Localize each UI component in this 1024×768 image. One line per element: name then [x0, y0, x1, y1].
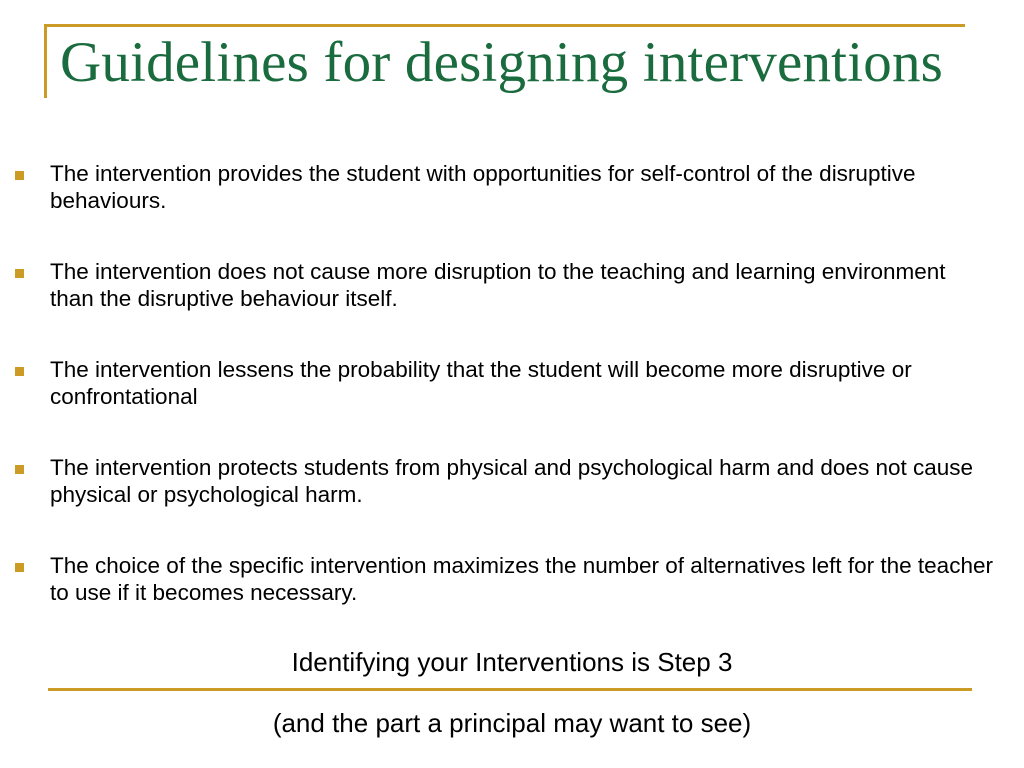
page-title: Guidelines for designing interventions: [60, 31, 944, 94]
list-item: [0, 552, 1024, 606]
list-item-text: The intervention lessens the probability that the student will become more disruptive or confrontational: [50, 357, 912, 409]
square-bullet-icon: [15, 563, 24, 572]
title-left-rule: [44, 24, 47, 98]
title-top-rule: [44, 24, 965, 27]
footer-primary-text: Identifying your Interventions is Step 3: [291, 647, 733, 677]
bullet-list: [0, 160, 1024, 606]
square-bullet-icon: [15, 269, 24, 278]
list-item-text: The choice of the specific intervention maximizes the number of alternatives left for the teacher to use if it becomes necessary.: [50, 553, 993, 605]
list-item: [0, 356, 1024, 410]
list-item: [0, 160, 1024, 214]
footer-divider-rule: [48, 688, 972, 691]
list-item: [0, 258, 1024, 312]
footer-secondary-text: (and the part a principal may want to see): [272, 708, 752, 738]
list-item-text: The intervention does not cause more disruption to the teaching and learning environment than the disruptive behaviour itself.: [50, 259, 946, 311]
list-item: [0, 454, 1024, 508]
square-bullet-icon: [15, 171, 24, 180]
list-item-text: The intervention provides the student with opportunities for self-control of the disruptive behaviours.: [50, 161, 916, 213]
square-bullet-icon: [15, 367, 24, 376]
slide-title-area: [0, 0, 1024, 130]
square-bullet-icon: [15, 465, 24, 474]
list-item-text: The intervention protects students from physical and psychological harm and does not cause physical or psychological harm.: [50, 455, 974, 507]
slide-footer: [0, 645, 1024, 740]
